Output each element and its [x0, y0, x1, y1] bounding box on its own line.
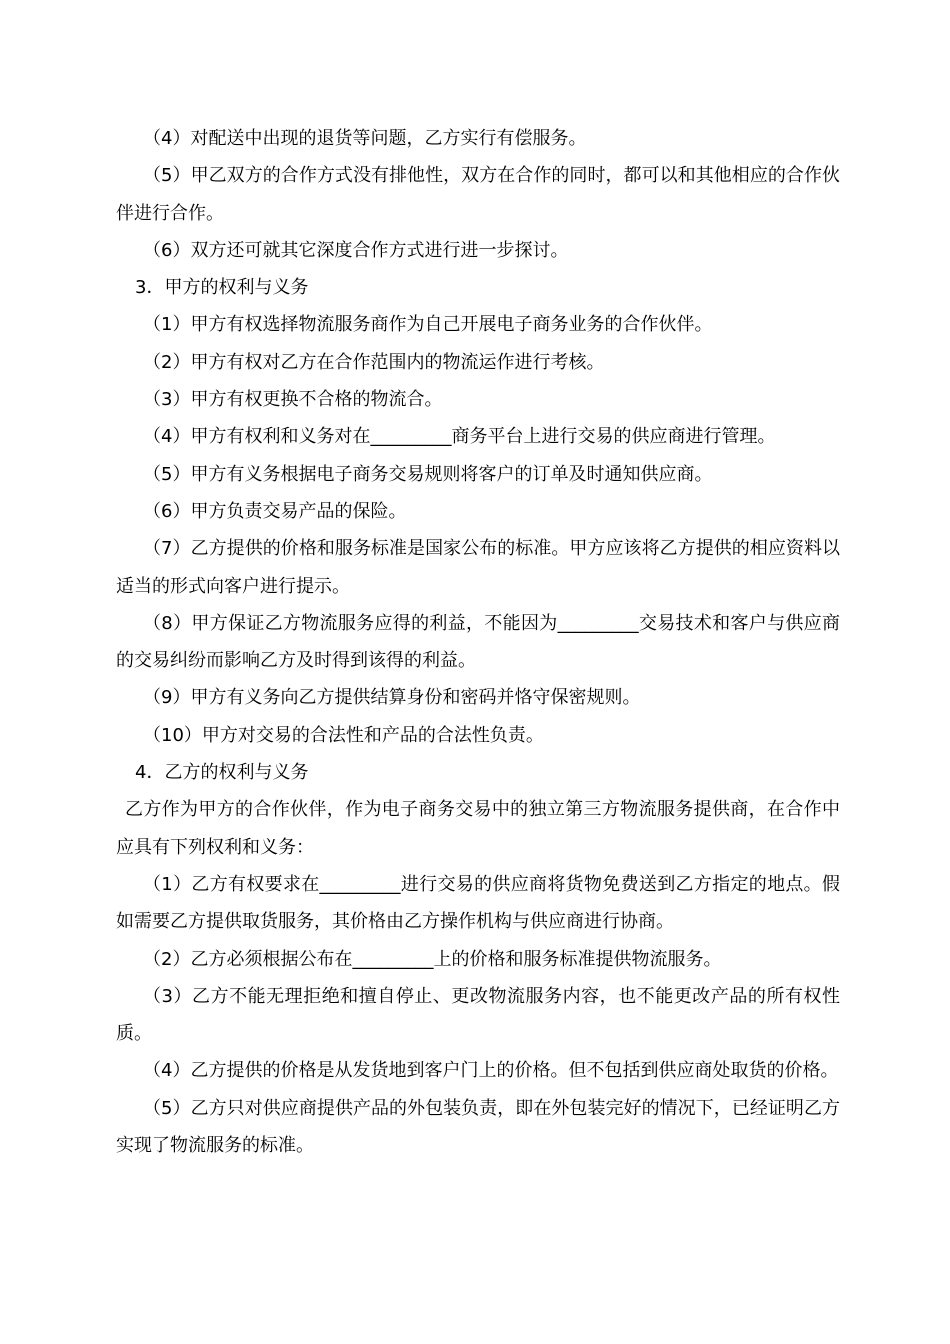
- clause-3-8: （8）甲方保证乙方物流服务应得的利益，不能因为_________交易技术和客户与供应商的交易纠纷而影响乙方及时得到该得的利益。: [116, 612, 840, 672]
- section-heading-4: 4．乙方的权利与义务: [135, 762, 309, 784]
- clause-4-4: （4）乙方提供的价格是从发货地到客户门上的价格。但不包括到供应商处取货的价格。: [143, 1060, 839, 1082]
- clause-2-5: （5）甲乙双方的合作方式没有排他性，双方在合作的同时，都可以和其他相应的合作伙伴进行合作。: [116, 165, 840, 224]
- clause-4-1: （1）乙方有权要求在_________进行交易的供应商将货物免费送到乙方指定的地点。假如需要乙方提供取货服务，其价格由乙方操作机构与供应商进行协商。: [116, 873, 840, 933]
- document-body: [116, 120, 840, 1164]
- clause-3-2: （2）甲方有权对乙方在合作范围内的物流运作进行考核。: [143, 351, 605, 373]
- clause-3-9: （9）甲方有义务向乙方提供结算身份和密码并恪守保密规则。: [143, 687, 641, 709]
- clause-3-3: （3）甲方有权更换不合格的物流合。: [143, 389, 443, 411]
- clause-2-4: （4）对配送中出现的退货等问题，乙方实行有偿服务。: [143, 128, 587, 149]
- clause-3-6: （6）甲方负责交易产品的保险。: [143, 500, 407, 522]
- section-heading-3: 3．甲方的权利与义务: [135, 277, 309, 299]
- clause-4-3: （3）乙方不能无理拒绝和擅自停止、更改物流服务内容，也不能更改产品的所有权性质。: [116, 985, 840, 1045]
- clause-3-10: （10）甲方对交易的合法性和产品的合法性负责。: [143, 724, 544, 746]
- clause-4-2: （2）乙方必须根据公布在_________上的价格和服务标准提供物流服务。: [143, 948, 722, 970]
- clause-3-7: （7）乙方提供的价格和服务标准是国家公布的标准。甲方应该将乙方提供的相应资料以适当的形式向客户进行提示。: [116, 538, 840, 597]
- clause-4-5: （5）乙方只对供应商提供产品的外包装负责，即在外包装完好的情况下，已经证明乙方实现了物流服务的标准。: [116, 1097, 840, 1157]
- clause-2-6: （6）双方还可就其它深度合作方式进行进一步探讨。: [143, 239, 569, 261]
- clause-3-1: （1）甲方有权选择物流服务商作为自己开展电子商务业务的合作伙伴。: [143, 314, 713, 336]
- clause-3-4: （4）甲方有权利和义务对在_________商务平台上进行交易的供应商进行管理。: [143, 426, 776, 448]
- section-4-intro: 乙方作为甲方的合作伙伴，作为电子商务交易中的独立第三方物流服务提供商，在合作中应具有下列权利和义务：: [116, 799, 840, 858]
- clause-3-5: （5）甲方有义务根据电子商务交易规则将客户的订单及时通知供应商。: [143, 463, 713, 485]
